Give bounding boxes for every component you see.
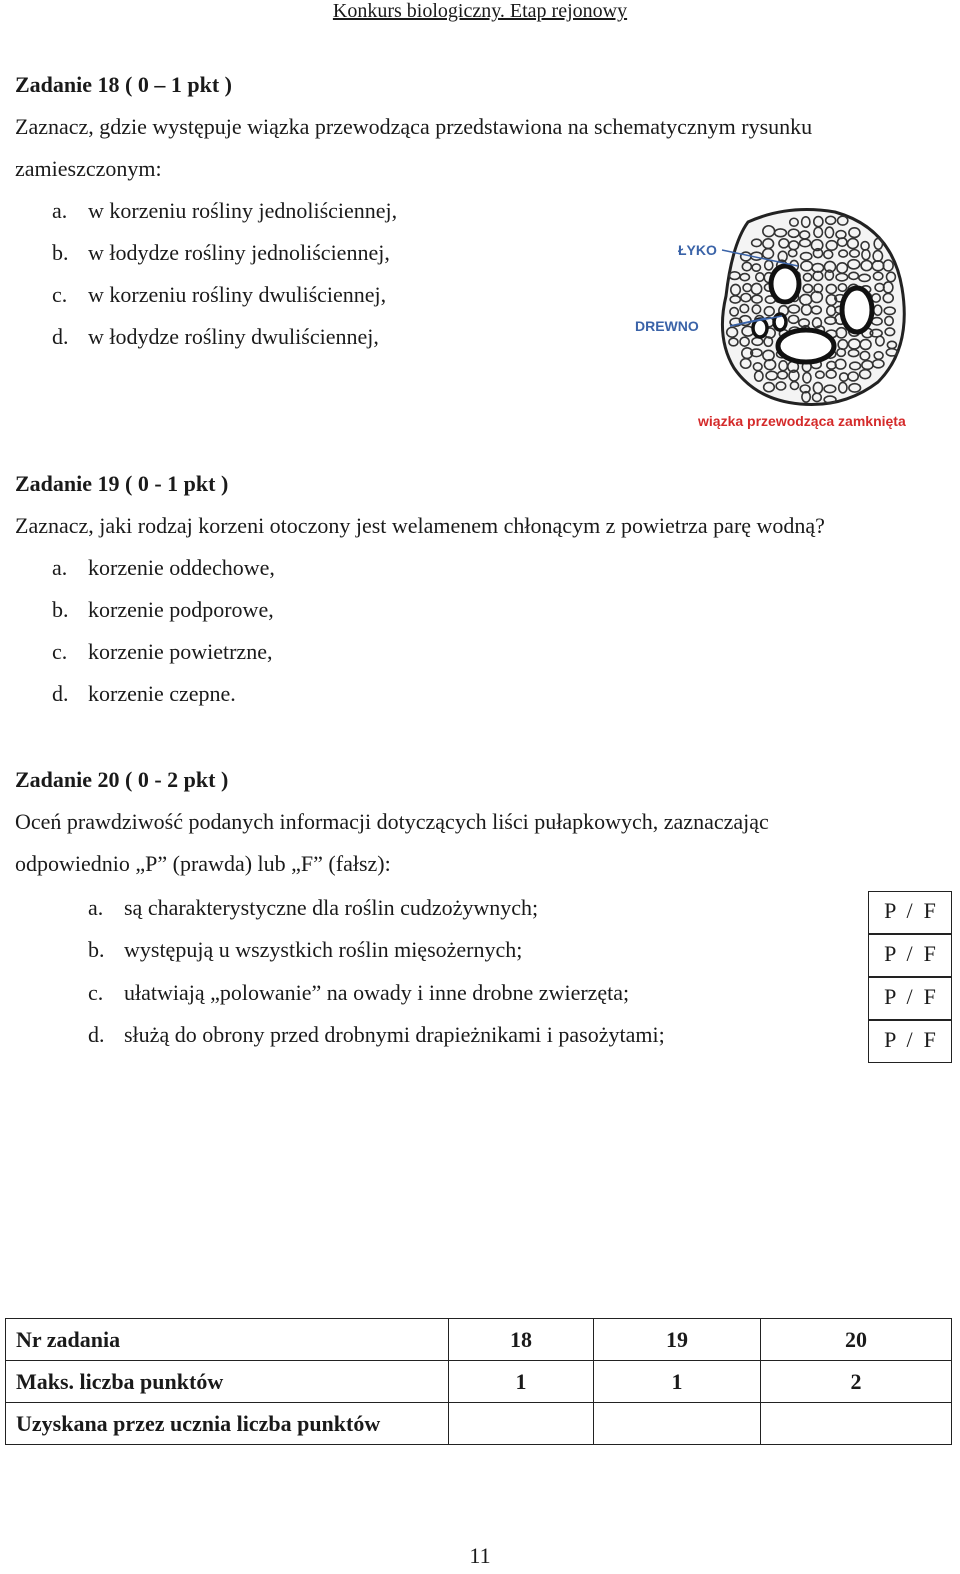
q18-title: Zadanie 18 ( 0 – 1 pkt ) bbox=[15, 72, 232, 97]
table-row bbox=[6, 1361, 952, 1403]
score-input-cell-18[interactable] bbox=[449, 1403, 594, 1445]
table-row bbox=[6, 1403, 952, 1445]
q20-statement-d: d. służą do obrony przed drobnymi drapieżnikami i pasożytami; bbox=[88, 1022, 665, 1047]
q20-statement-c: c. ułatwiają „polowanie” na owady i inne drobne zwierzęta; bbox=[88, 980, 630, 1005]
vascular-bundle-figure bbox=[630, 200, 940, 440]
q19-title: Zadanie 19 ( 0 - 1 pkt ) bbox=[15, 471, 229, 496]
table-cell: 1 bbox=[594, 1361, 761, 1403]
table-cell: Nr zadania bbox=[6, 1319, 449, 1361]
page-header: Konkurs biologiczny. Etap rejonowy bbox=[332, 0, 628, 22]
table-row bbox=[6, 1319, 952, 1361]
q20-answer-box-d[interactable]: P / F bbox=[868, 1020, 952, 1063]
q18-option-a[interactable]: a. w korzeniu rośliny jednoliściennej, bbox=[52, 198, 398, 223]
page-number: 11 bbox=[469, 1543, 491, 1568]
label-lyko: ŁYKO bbox=[678, 242, 717, 258]
q18-prompt-line2: zamieszczonym: bbox=[15, 156, 162, 181]
q18-option-b[interactable]: b. w łodydze rośliny jednoliściennej, bbox=[52, 240, 390, 265]
table-cell: 18 bbox=[449, 1319, 594, 1361]
figure-caption: wiązka przewodząca zamknięta bbox=[698, 413, 906, 429]
q20-answer-box-b[interactable]: P / F bbox=[868, 934, 952, 977]
table-cell: 19 bbox=[594, 1319, 761, 1361]
q20-statement-a: a. są charakterystyczne dla roślin cudzożywnych; bbox=[88, 895, 539, 920]
q20-prompt-line1: Oceń prawdziwość podanych informacji dotyczących liści pułapkowych, zaznaczając bbox=[15, 809, 769, 834]
label-drewno: DREWNO bbox=[635, 318, 699, 334]
q18-option-c[interactable]: c. w korzeniu rośliny dwuliściennej, bbox=[52, 282, 387, 307]
table-cell: 2 bbox=[761, 1361, 952, 1403]
q19-option-b[interactable]: b. korzenie podporowe, bbox=[52, 597, 274, 622]
q19-option-d[interactable]: d. korzenie czepne. bbox=[52, 681, 236, 706]
q18-option-d[interactable]: d. w łodydze rośliny dwuliściennej, bbox=[52, 324, 379, 349]
table-cell: 20 bbox=[761, 1319, 952, 1361]
score-input-cell-19[interactable] bbox=[594, 1403, 761, 1445]
table-cell: Maks. liczba punktów bbox=[6, 1361, 449, 1403]
table-cell: Uzyskana przez ucznia liczba punktów bbox=[6, 1403, 449, 1445]
q20-statement-b: b. występują u wszystkich roślin mięsożernych; bbox=[88, 937, 523, 962]
q18-prompt-line1: Zaznacz, gdzie występuje wiązka przewodząca przedstawiona na schematycznym rysunku bbox=[15, 114, 813, 139]
q20-answer-box-a[interactable]: P / F bbox=[868, 891, 952, 934]
table-cell: 1 bbox=[449, 1361, 594, 1403]
score-input-cell-20[interactable] bbox=[761, 1403, 952, 1445]
q20-prompt-line2: odpowiednio „P” (prawda) lub „F” (fałsz): bbox=[15, 851, 391, 876]
q20-title: Zadanie 20 ( 0 - 2 pkt ) bbox=[15, 767, 229, 792]
q19-option-c[interactable]: c. korzenie powietrzne, bbox=[52, 639, 273, 664]
score-table bbox=[5, 1318, 952, 1445]
q20-answer-box-c[interactable]: P / F bbox=[868, 977, 952, 1020]
q19-prompt: Zaznacz, jaki rodzaj korzeni otoczony jest welamenem chłonącym z powietrza parę wodną? bbox=[15, 513, 825, 538]
q19-option-a[interactable]: a. korzenie oddechowe, bbox=[52, 555, 275, 580]
bundle-drawing bbox=[722, 210, 904, 405]
